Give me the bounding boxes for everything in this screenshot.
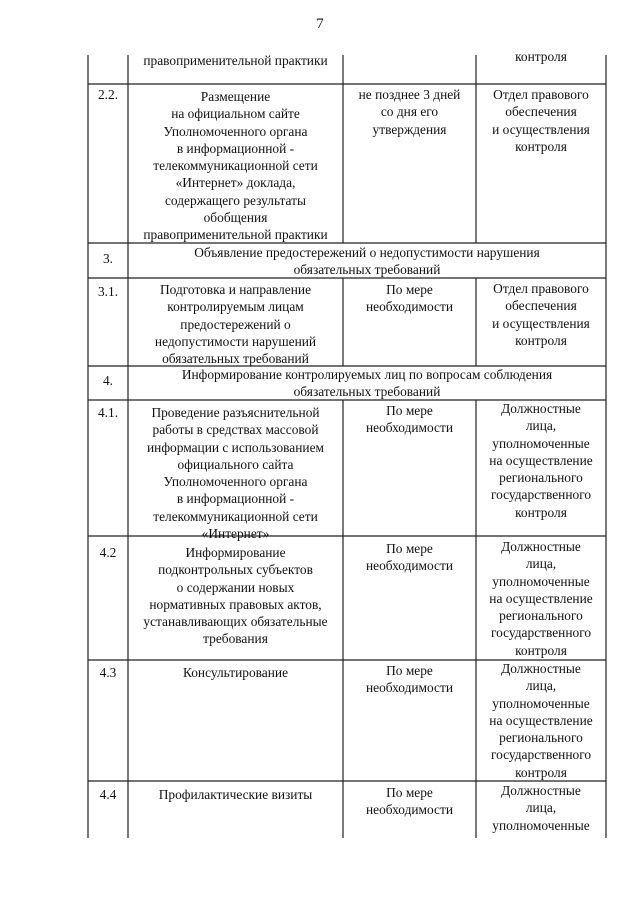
row-1-num: 2.2. [97, 87, 119, 102]
row-1-deadline: не позднее 3 дней со дня его утверждения [358, 87, 461, 137]
row-7-deadline: По мере необходимости [365, 663, 454, 696]
row-1-activity: Размещение на официальном сайте Уполномоченного органа в информационной - телекоммуникационной сети «Интернет» доклада, содержащего результаты обобщения правоприменительной практики [143, 89, 328, 243]
row-6-deadline: По мере необходимости [365, 541, 454, 574]
row-6-num: 4.2 [99, 545, 117, 560]
row-8-responsible: Должностные лица, уполномоченные [492, 783, 590, 833]
row-3-activity: Подготовка и направление контролируемым лицам предостережений о недопустимости нарушений обязательных требований [154, 282, 317, 367]
row-3-num: 3.1. [97, 284, 119, 299]
row-7-activity: Консультирование [182, 665, 289, 680]
row-3-responsible: Отдел правового обеспечения и осуществления контроля [492, 281, 590, 348]
row-2-section: Объявление предостережений о недопустимости нарушения обязательных требований [194, 245, 540, 278]
row-4-section: Информирование контролируемых лиц по вопросам соблюдения обязательных требований [181, 367, 553, 400]
row-5-num: 4.1. [97, 405, 119, 420]
row-7-responsible: Должностные лица, уполномоченные на осуществление регионального государственного контроля [489, 661, 593, 780]
row-0-responsible: контроля [515, 49, 567, 64]
row-5-activity: Проведение разъяснительной работы в средствах массовой информации с использованием официального сайта Уполномоченного органа в информационной - телекоммуникационной сети «Интернет» [147, 405, 324, 542]
page-number: 7 [316, 16, 324, 32]
row-6-responsible: Должностные лица, уполномоченные на осуществление регионального государственного контроля [489, 539, 593, 658]
row-2-num: 3. [102, 251, 114, 266]
row-1-responsible: Отдел правового обеспечения и осуществления контроля [492, 87, 590, 154]
row-3-deadline: По мере необходимости [365, 282, 454, 315]
row-8-activity: Профилактические визиты [158, 787, 313, 802]
row-6-activity: Информирование подконтрольных субъектов о содержании новых нормативных правовых актов, устанавливающих обязательные требования [143, 545, 328, 647]
row-0-activity: правоприменительной практики [143, 53, 328, 68]
row-8-num: 4.4 [99, 787, 117, 802]
row-5-deadline: По мере необходимости [365, 403, 454, 436]
row-7-num: 4.3 [99, 665, 117, 680]
row-4-num: 4. [102, 373, 114, 388]
row-5-responsible: Должностные лица, уполномоченные на осуществление регионального государственного контроля [489, 401, 593, 520]
row-8-deadline: По мере необходимости [365, 785, 454, 818]
